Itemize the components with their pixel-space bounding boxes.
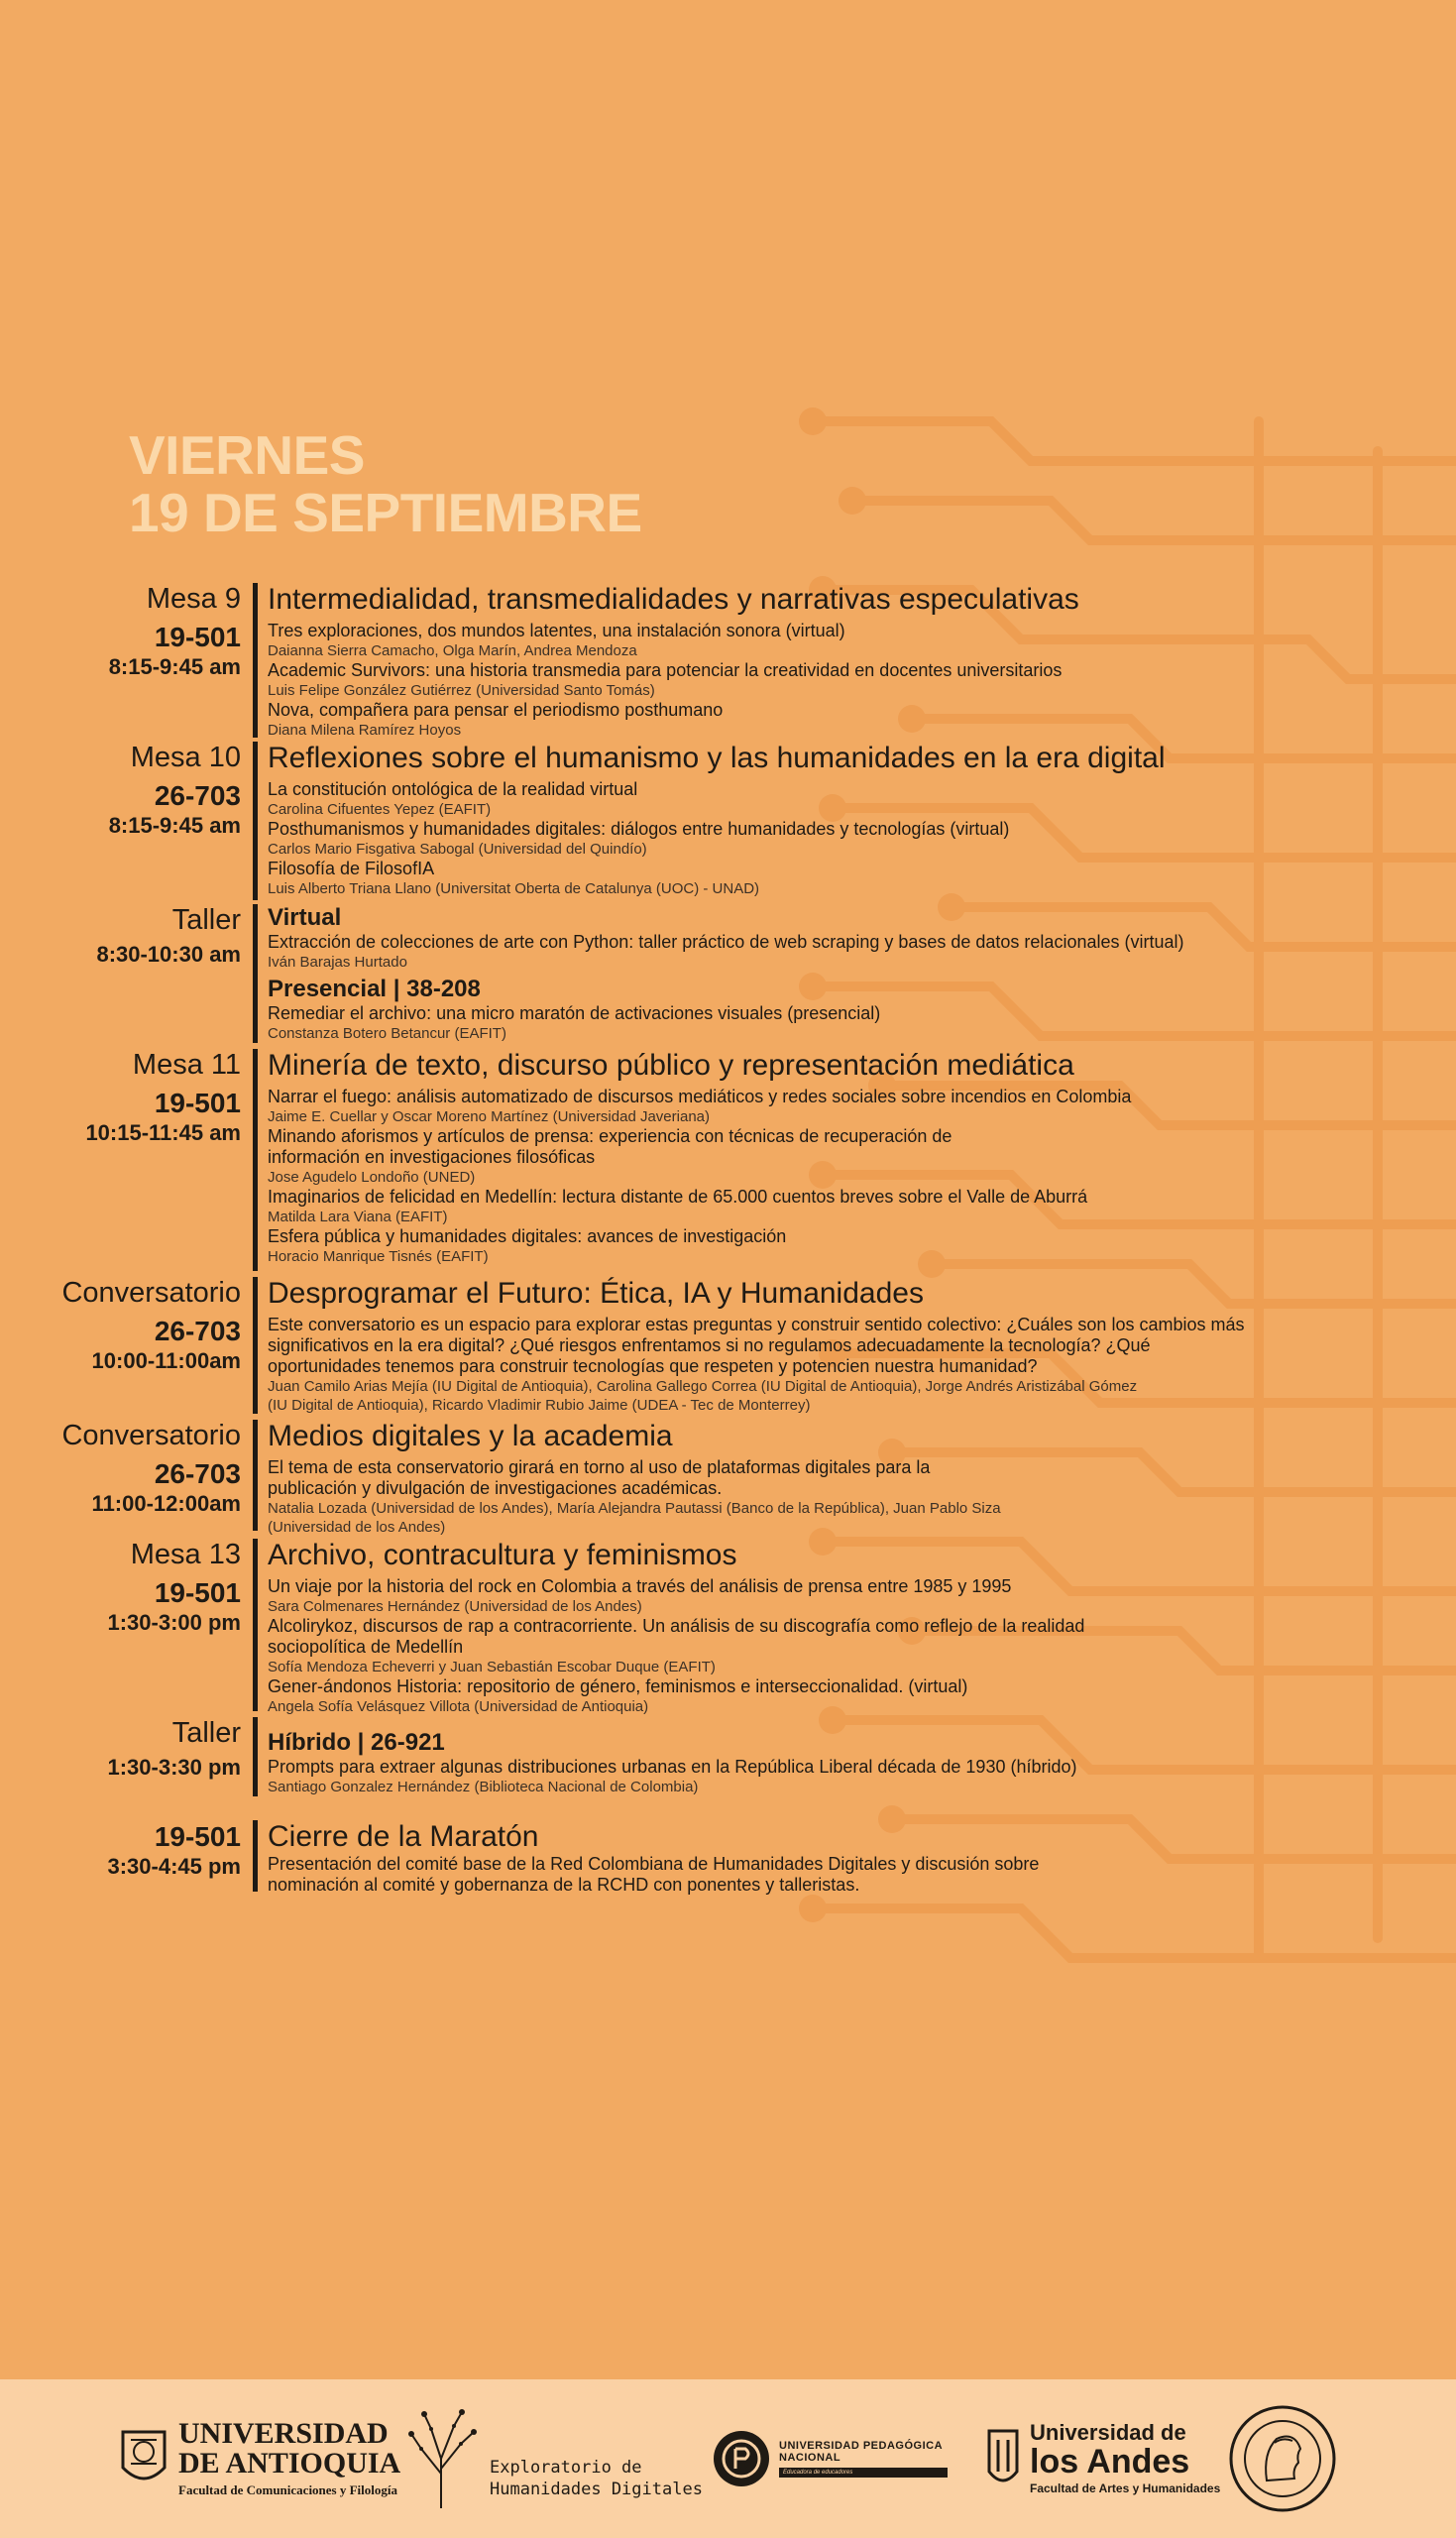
andes-line-2: los Andes: [1030, 2443, 1190, 2480]
talk-authors: Iván Barajas Hurtado: [268, 954, 407, 971]
talk-title: Remediar el archivo: una micro maratón de activaciones visuales (presencial): [268, 1003, 881, 1023]
session-time: 1:30-3:00 pm: [107, 1610, 241, 1635]
divider-bar: [253, 904, 258, 1043]
logo-upn: [712, 2379, 948, 2538]
workshop-mode: Híbrido | 26-921: [268, 1729, 445, 1756]
session-content: [268, 1539, 1456, 1717]
talk-title: Posthumanismos y humanidades digitales: diálogos entre humanidades y tecnologías (virtual): [268, 819, 1010, 839]
session-content: [268, 1717, 1456, 1820]
upn-line-1: UNIVERSIDAD PEDAGÓGICA: [779, 2440, 944, 2452]
session-meta: [0, 742, 253, 904]
session-kind: Taller: [171, 1717, 241, 1749]
talk-title: Prompts para extraer algunas distribuciones urbanas en la República Liberal década de 1930 (híbrido): [268, 1757, 1077, 1777]
talk-authors: Diana Milena Ramírez Hoyos: [268, 722, 462, 739]
divider-bar: [253, 742, 258, 900]
session-title: Desprogramar el Futuro: Ética, IA y Humanidades: [268, 1277, 924, 1310]
session-content: [268, 1049, 1456, 1277]
talk-title: Minando aforismos y artículos de prensa: experiencia con técnicas de recuperación de información en investigaciones filosóficas: [268, 1126, 952, 1167]
session-kind: Conversatorio: [61, 1277, 241, 1309]
session-content: [268, 1277, 1456, 1420]
session-cierre: [0, 1820, 1456, 1900]
udea-faculty: Facultad de Comunicaciones y Filología: [178, 2482, 397, 2497]
talk-authors: Daianna Sierra Camacho, Olga Marín, Andrea Mendoza: [268, 642, 637, 659]
session-mesa-10: [0, 742, 1456, 904]
talk-title: Imaginarios de felicidad en Medellín: lectura distante de 65.000 cuentos breves sobre el Valle de Aburrá: [268, 1187, 1088, 1207]
session-meta: [0, 1049, 253, 1277]
udea-name-1: UNIVERSIDAD: [178, 2417, 389, 2450]
talk-title: Narrar el fuego: análisis automatizado de discursos mediáticos y redes sociales sobre incendios en Colombia: [268, 1087, 1132, 1106]
heading-date: 19 DE SEPTIEMBRE: [129, 482, 642, 543]
logo-banco-republica: [1227, 2379, 1338, 2538]
talk-title: Nova, compañera para pensar el periodismo posthumano: [268, 700, 724, 720]
exploratorio-line-1: Exploratorio de: [490, 2458, 642, 2478]
session-kind: Mesa 11: [132, 1049, 241, 1081]
workshop-mode: Presencial | 38-208: [268, 976, 481, 1002]
session-conversatorio-2: [0, 1420, 1456, 1539]
session-meta: [0, 1820, 253, 1900]
talk-title: Un viaje por la historia del rock en Colombia a través del análisis de prensa entre 1985 y 1995: [268, 1576, 1012, 1596]
talk-authors: Jaime E. Cuellar y Oscar Moreno Martínez (Universidad Javeriana): [268, 1108, 710, 1125]
talk-authors: Carolina Cifuentes Yepez (EAFIT): [268, 801, 492, 818]
talk-authors: Matilda Lara Viana (EAFIT): [268, 1209, 448, 1225]
page-heading: [129, 426, 642, 541]
session-meta: [0, 1277, 253, 1420]
session-content: [268, 742, 1456, 904]
session-title: Minería de texto, discurso público y representación mediática: [268, 1049, 1074, 1082]
logo-exploratorio: [396, 2379, 703, 2538]
session-room: 26-703: [154, 780, 241, 811]
session-taller-2: [0, 1717, 1456, 1820]
banco-seal-icon: [1227, 2403, 1338, 2514]
divider-bar: [253, 1820, 258, 1892]
session-room: 19-501: [154, 1577, 241, 1608]
session-meta: [0, 1420, 253, 1539]
session-title: Archivo, contracultura y feminismos: [268, 1539, 737, 1571]
session-conversatorio-1: [0, 1277, 1456, 1420]
session-kind: Taller: [171, 904, 241, 936]
session-room: 19-501: [154, 622, 241, 652]
footer-logos: [0, 2379, 1456, 2538]
talk-title: La constitución ontológica de la realidad virtual: [268, 779, 638, 799]
talk-title: Alcolirykoz, discursos de rap a contracorriente. Un análisis de su discografía como reflejo de la realidad sociopolítica de Medellín: [268, 1616, 1085, 1657]
talk-authors: Constanza Botero Betancur (EAFIT): [268, 1025, 506, 1042]
workshop-mode: Virtual: [268, 904, 342, 931]
session-meta: [0, 583, 253, 742]
session-mesa-9: [0, 583, 1456, 742]
session-room: 26-703: [154, 1458, 241, 1489]
session-room: 26-703: [154, 1316, 241, 1346]
divider-bar: [253, 1049, 258, 1271]
udea-crest-icon: [119, 2428, 168, 2489]
tree-icon: [396, 2404, 486, 2513]
session-title: Reflexiones sobre el humanismo y las humanidades en la era digital: [268, 742, 1166, 774]
session-meta: [0, 904, 253, 1049]
talk-authors: Luis Alberto Triana Llano (Universitat Oberta de Catalunya (UOC) - UNAD): [268, 880, 760, 897]
session-description: Presentación del comité base de la Red Colombiana de Humanidades Digitales y discusión sobre nominación al comité y gobernanza de la RCHD con ponentes y talleristas.: [268, 1854, 1040, 1895]
andes-line-1: Universidad de: [1030, 2420, 1186, 2445]
session-time: 10:15-11:45 am: [85, 1120, 241, 1145]
session-content: [268, 583, 1456, 742]
session-room: 19-501: [154, 1088, 241, 1118]
talk-authors: Angela Sofía Velásquez Villota (Universidad de Antioquia): [268, 1698, 649, 1715]
talk-title: Esfera pública y humanidades digitales: avances de investigación: [268, 1226, 787, 1246]
talk-authors: Juan Camilo Arias Mejía (IU Digital de Antioquia), Carolina Gallego Correa (IU Digital de Antioquia), Jorge Andrés Aristizábal Gómez (IU Digital de Antioquia), Ricardo Vladimir Rubio Jaime (UDEA - Tec de Monterrey): [268, 1378, 1138, 1414]
session-content: [268, 1420, 1456, 1539]
talk-authors: Santiago Gonzalez Hernández (Biblioteca Nacional de Colombia): [268, 1779, 699, 1795]
upn-line-2: NACIONAL: [779, 2452, 841, 2464]
talk-authors: Jose Agudelo Londoño (UNED): [268, 1169, 476, 1186]
divider-bar: [253, 1277, 258, 1414]
session-mesa-13: [0, 1539, 1456, 1717]
divider-bar: [253, 1420, 258, 1531]
session-time: 8:30-10:30 am: [96, 942, 241, 967]
talk-title: Tres exploraciones, dos mundos latentes, una instalación sonora (virtual): [268, 621, 845, 640]
session-time: 8:15-9:45 am: [108, 654, 241, 679]
session-meta: [0, 1539, 253, 1717]
talk-authors: Luis Felipe González Gutiérrez (Universidad Santo Tomás): [268, 682, 655, 699]
logo-udea: [119, 2379, 400, 2538]
session-room: 19-501: [154, 1821, 241, 1852]
session-time: 11:00-12:00am: [91, 1491, 241, 1516]
talk-title: Extracción de colecciones de arte con Python: taller práctico de web scraping y bases de datos relacionales (virtual): [268, 932, 1184, 952]
talk-title: Gener-ándonos Historia: repositorio de género, feminismos e interseccionalidad. (virtual): [268, 1676, 968, 1696]
divider-bar: [253, 1717, 258, 1796]
session-kind: Mesa 9: [146, 583, 241, 615]
talk-authors: Horacio Manrique Tisnés (EAFIT): [268, 1248, 489, 1265]
andes-faculty: Facultad de Artes y Humanidades: [1030, 2481, 1221, 2495]
divider-bar: [253, 583, 258, 738]
talk-title: Filosofía de FilosofIA: [268, 859, 435, 878]
upn-seal-icon: [712, 2429, 771, 2488]
udea-name-2: DE ANTIOQUIA: [178, 2447, 401, 2480]
session-content: [268, 904, 1456, 1049]
talk-authors: Natalia Lozada (Universidad de los Andes), María Alejandra Pautassi (Banco de la República), Juan Pablo Siza (Universidad de los Andes): [268, 1500, 1001, 1536]
session-time: 1:30-3:30 pm: [107, 1755, 241, 1780]
andes-shield-icon: [986, 2428, 1020, 2489]
session-mesa-11: [0, 1049, 1456, 1277]
talk-title: Academic Survivors: una historia transmedia para potenciar la creatividad en docentes universitarios: [268, 660, 1063, 680]
talk-authors: Sofía Mendoza Echeverri y Juan Sebastián Escobar Duque (EAFIT): [268, 1659, 716, 1675]
session-time: 10:00-11:00am: [91, 1348, 241, 1373]
schedule: [0, 583, 1456, 1900]
session-description: Este conversatorio es un espacio para explorar estas preguntas y construir sentido colectivo: ¿Cuáles son los cambios más significativos en la era digital? ¿Qué riesgos enfrentamos si no regulamos adecuadamente la tecnología? ¿Qué oportunidades tenemos para construir tecnologías que respeten y potencien nuestra humanidad?: [268, 1315, 1245, 1376]
divider-bar: [253, 1539, 258, 1711]
session-title: Cierre de la Maratón: [268, 1820, 539, 1853]
exploratorio-line-2: Humanidades Digitales: [490, 2480, 703, 2499]
session-content: [268, 1820, 1456, 1900]
session-kind: Conversatorio: [61, 1420, 241, 1451]
talk-authors: Sara Colmenares Hernández (Universidad de los Andes): [268, 1598, 642, 1615]
session-kind: Mesa 10: [130, 742, 241, 773]
session-time: 3:30-4:45 pm: [107, 1854, 241, 1879]
session-title: Intermedialidad, transmedialidades y narrativas especulativas: [268, 583, 1079, 616]
session-meta: [0, 1717, 253, 1820]
logo-andes: [986, 2379, 1220, 2538]
heading-day: VIERNES: [129, 424, 365, 486]
session-taller-1: [0, 904, 1456, 1049]
upn-motto: Educadora de educadores: [779, 2468, 948, 2478]
session-time: 8:15-9:45 am: [108, 813, 241, 838]
session-description: El tema de esta conservatorio girará en torno al uso de plataformas digitales para la publicación y divulgación de investigaciones académicas.: [268, 1457, 931, 1498]
talk-authors: Carlos Mario Fisgativa Sabogal (Universidad del Quindío): [268, 841, 647, 858]
session-title: Medios digitales y la academia: [268, 1420, 673, 1452]
session-kind: Mesa 13: [130, 1539, 241, 1570]
